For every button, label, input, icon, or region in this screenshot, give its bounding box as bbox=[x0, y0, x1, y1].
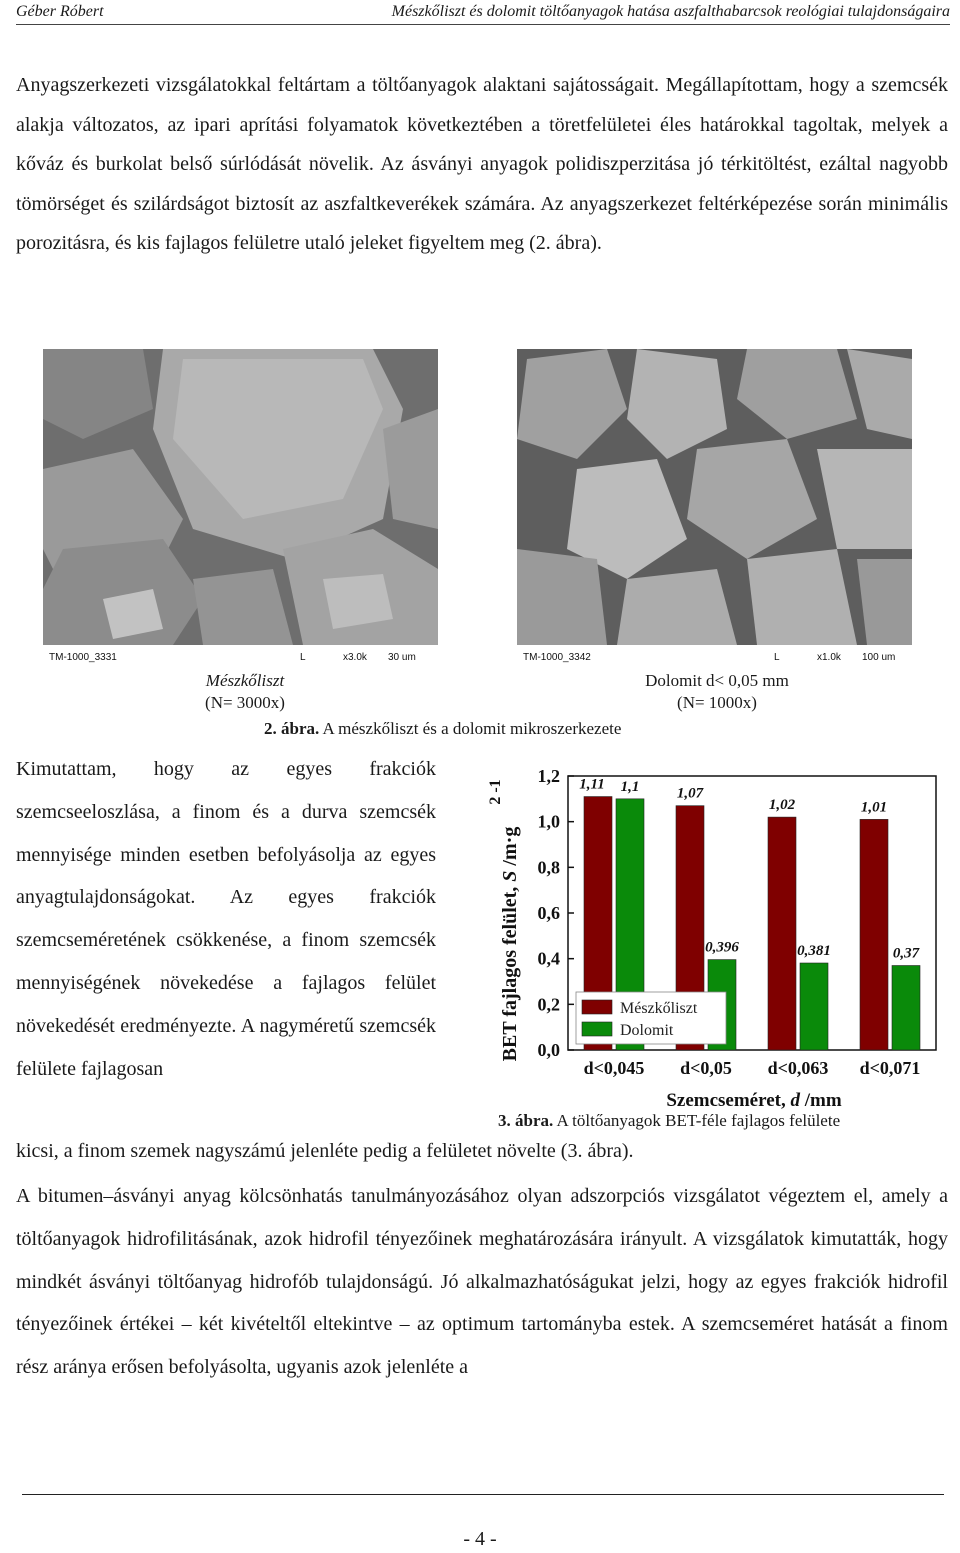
figure-3-text: A töltőanyagok BET-féle fajlagos felülete bbox=[553, 1111, 841, 1130]
magnification: x3.0k bbox=[343, 651, 367, 663]
x-tick-label: d<0,063 bbox=[767, 1058, 829, 1078]
subcaption-dolomite bbox=[612, 670, 822, 714]
data-label: 0,37 bbox=[892, 945, 920, 962]
data-label: 1,07 bbox=[676, 785, 704, 802]
image-id: TM-1000_3342 bbox=[523, 651, 591, 663]
legend-swatch bbox=[582, 1022, 612, 1036]
header-title: Mészkőliszt és dolomit töltőanyagok hatása aszfalthabarcsok reológiai tulajdonságaira bbox=[391, 3, 950, 20]
sem-image-limestone bbox=[43, 349, 438, 645]
figure-2-number: 2. ábra. bbox=[264, 719, 320, 738]
wrapped-paragraph: Kimutattam, hogy az egyes frakciók szemcseeloszlása, a finom és a durva szemcsék mennyisége minden esetben befolyásolja az egyes anyagtulajdonságokat. Az egyes frakciók szemcseméretének csökkenése, a finom szemcsék mennyiségének növekedése a fajlagos felület növekedését eredményezte. A nagyméretű szemcsék felülete fajlagosan bbox=[16, 758, 436, 1080]
figure-2-text: A mészkőliszt és a dolomit mikroszerkezete bbox=[319, 719, 622, 738]
data-label: 1,1 bbox=[620, 778, 640, 795]
y-axis-label-main: BET fajlagos felület, bbox=[499, 881, 521, 1062]
image-id: TM-1000_3331 bbox=[49, 651, 117, 663]
data-label: 0,396 bbox=[705, 939, 739, 956]
bar-meszkoliszt bbox=[860, 819, 888, 1050]
x-axis-label-var: d bbox=[790, 1090, 800, 1111]
y-tick-label: 0,4 bbox=[537, 948, 560, 969]
y-axis-label-exponent: 2 -1 bbox=[487, 779, 504, 805]
y-tick-label: 1,2 bbox=[537, 766, 560, 786]
scale-length: 100 um bbox=[862, 651, 896, 663]
x-tick-label: d<0,071 bbox=[859, 1058, 921, 1078]
data-label: 1,01 bbox=[860, 799, 888, 816]
y-tick-label: 0,0 bbox=[537, 1040, 560, 1060]
footer-rule bbox=[22, 1494, 944, 1495]
x-axis-label-unit: /mm bbox=[799, 1090, 842, 1111]
x-axis-label bbox=[666, 1090, 841, 1111]
legend-swatch bbox=[582, 1000, 612, 1014]
subcaption-title: Mészkőliszt bbox=[205, 671, 285, 690]
image-letter: L bbox=[774, 651, 780, 663]
page-number: - 4 - bbox=[463, 1528, 497, 1550]
bar-meszkoliszt bbox=[768, 817, 796, 1050]
legend-label: Mészkőliszt bbox=[620, 1000, 698, 1017]
image-letter: L bbox=[300, 651, 306, 663]
y-axis-label-unit-tail: ·g bbox=[499, 826, 521, 844]
subcaption-title: Dolomit d< 0,05 mm bbox=[645, 671, 789, 690]
y-axis-label bbox=[499, 827, 521, 1062]
y-tick-label: 0,2 bbox=[537, 994, 560, 1015]
running-header bbox=[16, 0, 950, 25]
paragraph-1: Anyagszerkezeti vizsgálatokkal feltártam a töltőanyagok alaktani sajátosságait. Megállapítottam, hogy a szemcsék alakja változatos, az ipari aprítási folyamatok következtében a töretfelületei éles határokkal tagoltak, melyek a kőváz és burkolat belső súrlódását növelik. Az ásványi anyagok polidiszperzitása jó térkitöltést, ezáltal nagyobb tömörséget és szilárdságot biztosít az aszfaltkeverékek számára. Az anyagszerkezet feltérképezése során minimális porozitásra, és kis fajlagos felületre utaló jeleket figyeltem meg (2. ábra). bbox=[16, 74, 948, 255]
bar-dolomit bbox=[892, 966, 920, 1050]
y-axis-label-unit: /m bbox=[499, 843, 521, 871]
subcaption-mag: (N= 3000x) bbox=[205, 693, 285, 712]
data-label: 1,11 bbox=[579, 776, 605, 793]
sem-scalebar-dolomite bbox=[517, 648, 912, 666]
data-label: 1,02 bbox=[768, 797, 796, 814]
chart-layer bbox=[538, 766, 937, 1078]
y-tick-label: 0,8 bbox=[537, 857, 560, 878]
legend-label: Dolomit bbox=[620, 1022, 674, 1039]
subcaption-limestone bbox=[170, 670, 320, 714]
subcaption-mag: (N= 1000x) bbox=[677, 693, 757, 712]
figure-3-caption bbox=[498, 1111, 840, 1131]
magnification: x1.0k bbox=[817, 651, 841, 663]
paragraph-2: A bitumen–ásványi anyag kölcsönhatás tanulmányozásához olyan adszorpciós vizsgálatot végeztem el, amely a töltőanyagok hidrofilitásának, azok hidrofil tényezőinek meghatározására irányult. A vizsgálatok kimutatták, hogy mindkét ásványi töltőanyag hidrofób tulajdonságú. Jó alkalmazhatóságukat jelzi, hogy az egyes frakciók hidrofil tényezőinek értékei – két kivételtől eltekintve – az optimum tartományba estek. A szemcseméret hatását a finom rész aránya erősen befolyásolta, ugyanis azok jelenléte a bbox=[16, 1185, 948, 1379]
y-tick-label: 0,6 bbox=[537, 903, 560, 923]
sem-scalebar-limestone bbox=[43, 648, 438, 666]
figure-3-number: 3. ábra. bbox=[498, 1111, 554, 1130]
paragraph-continuation: kicsi, a finom szemek nagyszámú jelenléte pedig a felületet növelte (3. ábra). bbox=[16, 1140, 634, 1162]
x-axis-label-main: Szemcseméret, bbox=[666, 1090, 791, 1111]
bar-dolomit bbox=[800, 963, 828, 1050]
sem-image-dolomite bbox=[517, 349, 912, 645]
x-tick-label: d<0,045 bbox=[583, 1058, 645, 1078]
scale-length: 30 um bbox=[388, 651, 416, 663]
figure-2-caption bbox=[264, 719, 621, 739]
bet-surface-chart bbox=[486, 754, 948, 1112]
y-tick-label: 1,0 bbox=[537, 811, 560, 832]
y-axis-label-var: S bbox=[499, 870, 521, 882]
x-tick-label: d<0,05 bbox=[680, 1058, 732, 1078]
header-author: Géber Róbert bbox=[16, 3, 104, 20]
data-label: 0,381 bbox=[797, 943, 831, 960]
